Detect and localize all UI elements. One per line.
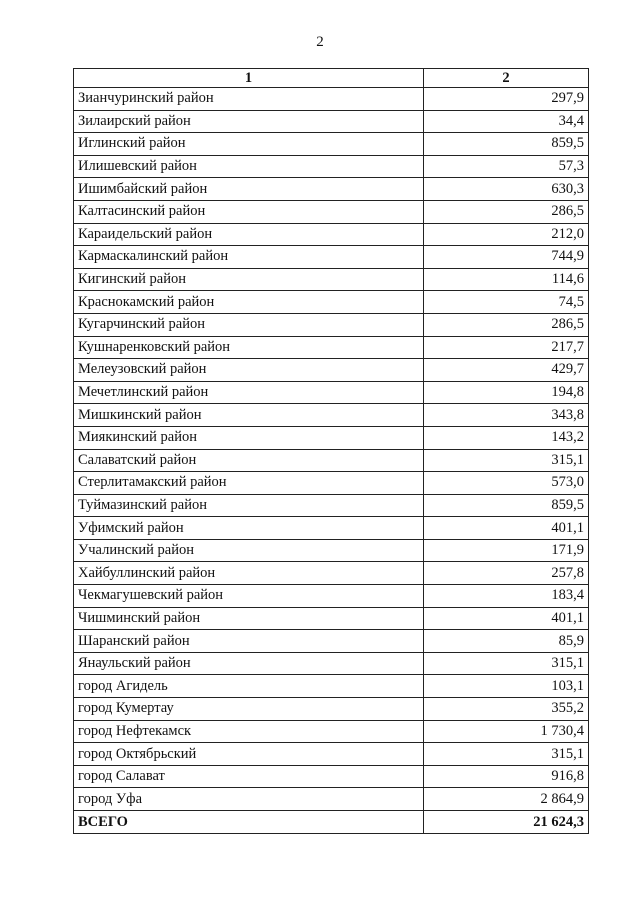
row-value: 429,7 — [424, 359, 589, 382]
table-row — [74, 110, 589, 133]
row-value: 103,1 — [424, 675, 589, 698]
table-row — [74, 675, 589, 698]
table-row — [74, 200, 589, 223]
table-row — [74, 155, 589, 178]
table-row — [74, 652, 589, 675]
row-value: 1 730,4 — [424, 720, 589, 743]
row-name: Миякинский район — [74, 426, 424, 449]
row-value: 286,5 — [424, 313, 589, 336]
row-name: Мелеузовский район — [74, 359, 424, 382]
row-value: 212,0 — [424, 223, 589, 246]
table-row — [74, 788, 589, 811]
row-value: 315,1 — [424, 743, 589, 766]
row-value: 573,0 — [424, 472, 589, 495]
row-name: Мечетлинский район — [74, 381, 424, 404]
table-row — [74, 743, 589, 766]
row-name: Учалинский район — [74, 539, 424, 562]
table-row — [74, 562, 589, 585]
row-value: 183,4 — [424, 585, 589, 608]
table-header-row — [74, 69, 589, 88]
table-row — [74, 607, 589, 630]
table-row — [74, 404, 589, 427]
row-name: Стерлитамакский район — [74, 472, 424, 495]
row-value: 315,1 — [424, 449, 589, 472]
table-row — [74, 313, 589, 336]
row-name: город Агидель — [74, 675, 424, 698]
row-value: 34,4 — [424, 110, 589, 133]
table-row — [74, 223, 589, 246]
table-row — [74, 494, 589, 517]
row-value: 85,9 — [424, 630, 589, 653]
row-value: 171,9 — [424, 539, 589, 562]
row-name: Мишкинский район — [74, 404, 424, 427]
row-name: Чекмагушевский район — [74, 585, 424, 608]
row-name: город Кумертау — [74, 698, 424, 721]
row-value: 297,9 — [424, 88, 589, 111]
row-value: 194,8 — [424, 381, 589, 404]
total-label: ВСЕГО — [74, 811, 424, 834]
row-value: 257,8 — [424, 562, 589, 585]
table-row — [74, 336, 589, 359]
table-row — [74, 246, 589, 269]
table-row — [74, 539, 589, 562]
table-row — [74, 291, 589, 314]
row-name: Илишевский район — [74, 155, 424, 178]
table-row — [74, 585, 589, 608]
row-name: Иглинский район — [74, 133, 424, 156]
table-row — [74, 698, 589, 721]
row-name: Чишминский район — [74, 607, 424, 630]
row-name: Зилаирский район — [74, 110, 424, 133]
row-value: 143,2 — [424, 426, 589, 449]
row-name: город Салават — [74, 765, 424, 788]
row-name: Янаульский район — [74, 652, 424, 675]
row-value: 286,5 — [424, 200, 589, 223]
table-row — [74, 449, 589, 472]
row-name: Салаватский район — [74, 449, 424, 472]
row-name: Зианчуринский район — [74, 88, 424, 111]
row-name: Кушнаренковский район — [74, 336, 424, 359]
column-header-2: 2 — [424, 69, 589, 88]
row-name: Шаранский район — [74, 630, 424, 653]
table-row — [74, 178, 589, 201]
table-row — [74, 472, 589, 495]
row-value: 74,5 — [424, 291, 589, 314]
data-table — [73, 68, 589, 834]
page-number: 2 — [316, 34, 324, 50]
row-name: Хайбуллинский район — [74, 562, 424, 585]
table-row — [74, 381, 589, 404]
row-name: Кармаскалинский район — [74, 246, 424, 269]
table-body — [74, 88, 589, 811]
row-value: 355,2 — [424, 698, 589, 721]
row-name: Кугарчинский район — [74, 313, 424, 336]
row-value: 859,5 — [424, 494, 589, 517]
row-name: Уфимский район — [74, 517, 424, 540]
row-value: 315,1 — [424, 652, 589, 675]
row-name: город Октябрьский — [74, 743, 424, 766]
table-row — [74, 133, 589, 156]
row-name: Туймазинский район — [74, 494, 424, 517]
row-value: 401,1 — [424, 517, 589, 540]
row-value: 57,3 — [424, 155, 589, 178]
row-name: город Уфа — [74, 788, 424, 811]
table-row — [74, 426, 589, 449]
table-row — [74, 88, 589, 111]
row-value: 217,7 — [424, 336, 589, 359]
row-value: 401,1 — [424, 607, 589, 630]
total-row — [74, 811, 589, 834]
column-header-1: 1 — [74, 69, 424, 88]
row-value: 744,9 — [424, 246, 589, 269]
table-row — [74, 720, 589, 743]
row-name: Кигинский район — [74, 268, 424, 291]
row-value: 859,5 — [424, 133, 589, 156]
table-row — [74, 630, 589, 653]
table-row — [74, 268, 589, 291]
row-value: 630,3 — [424, 178, 589, 201]
row-value: 916,8 — [424, 765, 589, 788]
row-name: город Нефтекамск — [74, 720, 424, 743]
row-name: Краснокамский район — [74, 291, 424, 314]
row-value: 2 864,9 — [424, 788, 589, 811]
total-value: 21 624,3 — [424, 811, 589, 834]
row-value: 114,6 — [424, 268, 589, 291]
row-value: 343,8 — [424, 404, 589, 427]
row-name: Ишимбайский район — [74, 178, 424, 201]
row-name: Караидельский район — [74, 223, 424, 246]
table-row — [74, 359, 589, 382]
table-row — [74, 765, 589, 788]
table-row — [74, 517, 589, 540]
row-name: Калтасинский район — [74, 200, 424, 223]
